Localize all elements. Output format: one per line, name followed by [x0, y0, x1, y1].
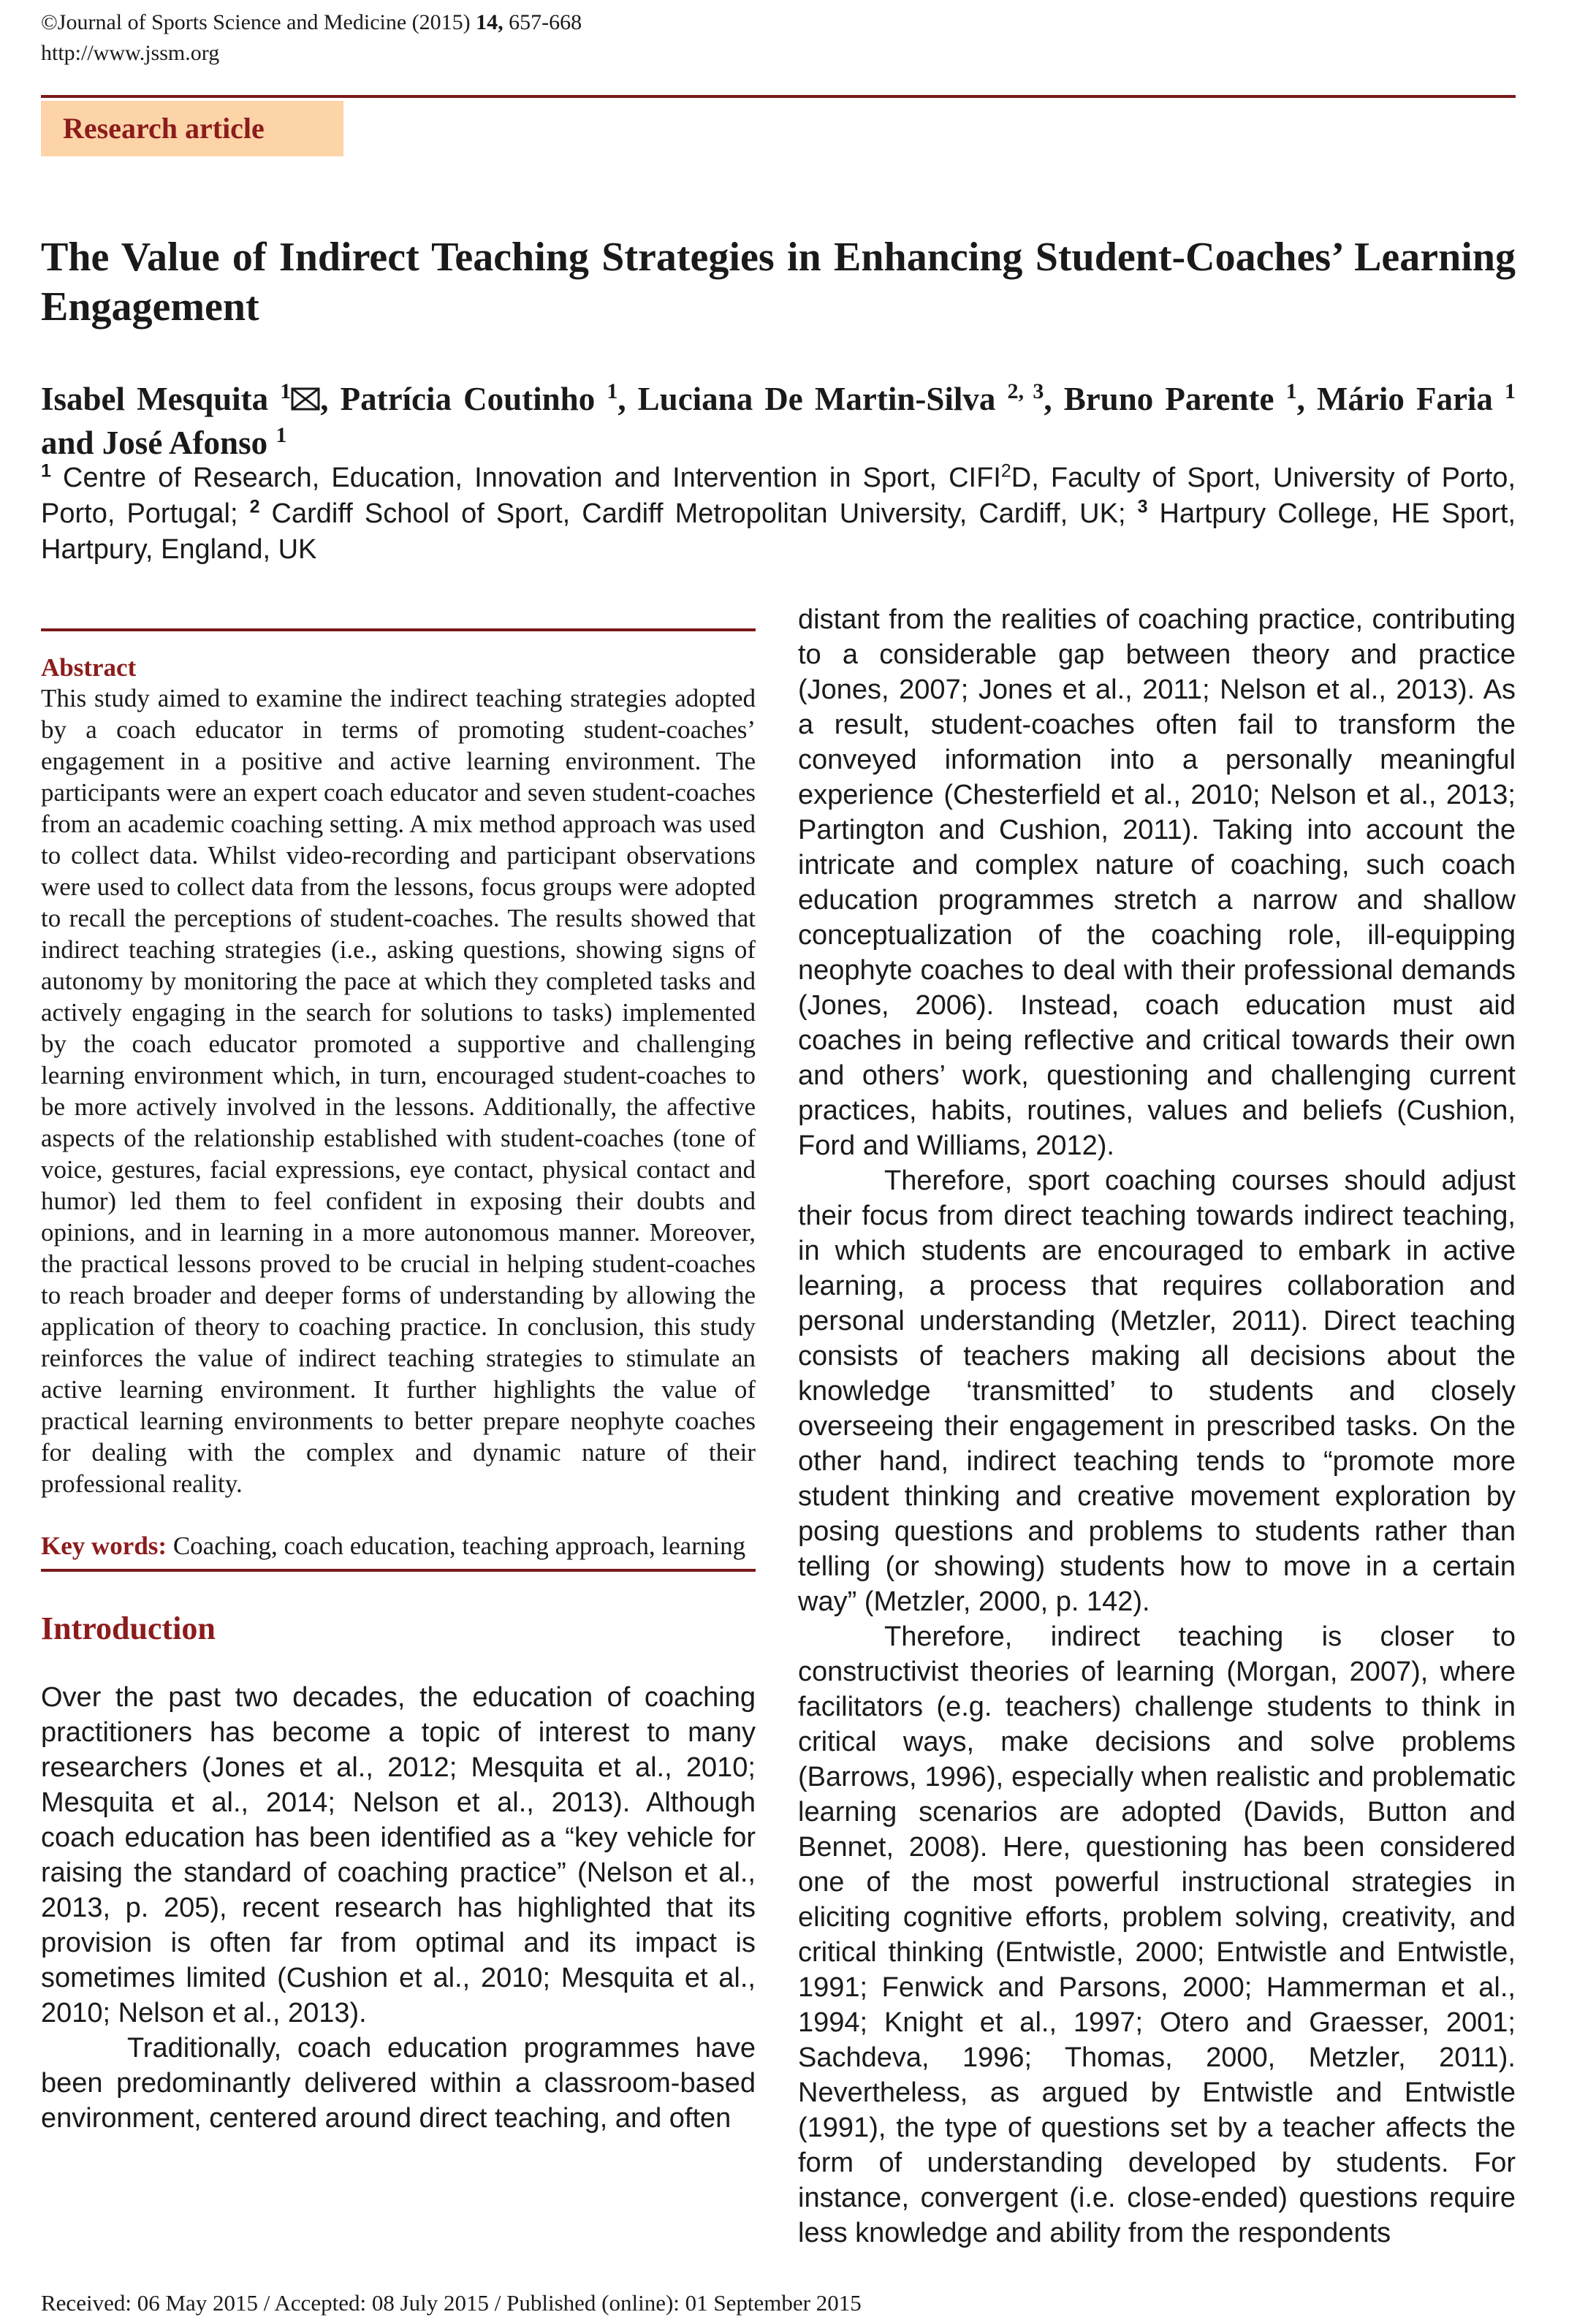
body-paragraph: distant from the realities of coaching practice, contributing to a considerable gap between theory and practice (Jones, 2007; Jones et al., 2011; Nelson et al., 2013). As a result, student-coaches often fail to transform the conveyed information into a personally meaningful experience (Chesterfield et al., 2010; Nelson et al., 2013; Partington and Cushion, 2011). Taking into account the intricate and complex nature of coaching, such coach education programmes stretch a narrow and shallow conceptualization of the coaching role, ill-equipping neophyte coaches to deal with their professional demands (Jones, 2006). Instead, coach education must aid coaches in being reflective and critical towards their own and others’ work, questioning and challenging current practices, habits, routines, values and beliefs (Cushion, Ford and Williams, 2012). [798, 604, 1516, 1161]
abstract-top-rule [41, 628, 756, 631]
journal-volume: 14, [476, 10, 503, 34]
abstract-body: This study aimed to examine the indirect teaching strategies adopted by a coach educator in terms of promoting student-coaches’ engagement in a positive and active learning environment. The participants were an expert coach educator and seven student-coaches from an academic coaching setting. A mix method approach was used to collect data. Whilst video-recording and participant observations were used to collect data from the lessons, focus groups were adopted to recall the perceptions of student-coaches. The results showed that indirect teaching strategies (i.e., asking questions, showing signs of autonomy by monitoring the pace at which they completed tasks and actively engaging in the search for solutions to tasks) implemented by the coach educator promoted a supportive and challenging learning environment which, in turn, encouraged student-coaches to be more actively involved in the lessons. Additionally, the affective aspects of the relationship established with student-coaches (tone of voice, gestures, facial expressions, eye contact, physical contact and humor) led them to feel confident in exposing their doubts and opinions, and in learning in a more autonomous manner. Moreover, the practical lessons proved to be crucial in helping student-coaches to reach broader and deeper forms of understanding by allowing the application of theory to coaching practice. In conclusion, this study reinforces the value of indirect teaching strategies to stimulate an active learning environment. It further highlights the value of practical learning environments to better prepare neophyte coaches for dealing with the complex and dynamic nature of their professional reality. [41, 684, 756, 1498]
email-envelope-icon[interactable] [291, 387, 320, 411]
publication-dates-footer: Received: 06 May 2015 / Accepted: 08 July 2015 / Published (online): 01 September 2015 [41, 2290, 862, 2316]
affiliations: $^1$ Centre of Research, Education, Innovation and Intervention in Sport, CIFI$^2$D, Faculty of Sport, University of Porto, Porto, Portugal; $^2$ Cardiff School of Sport, Cardiff Metropolitan University, Cardiff, UK; $^3$ Hartpury College, HE Sport, Hartpury, England, UK [41, 460, 1516, 565]
header-rule [41, 95, 1516, 98]
body-paragraph: Therefore, indirect teaching is closer to constructivist theories of learning (Morgan, 2007), where facilitators (e.g. teachers) challenge students to think in critical ways, make decisions and solve problems (Barrows, 1996), especially when realistic and problematic learning scenarios are adopted (Davids, Button and Bennet, 2008). Here, questioning has been considered one of the most powerful instructional strategies in eliciting cognitive efforts, problem solving, creativity, and critical thinking (Entwistle, 2000; Entwistle and Entwistle, 1991; Fenwick and Parsons, 2000; Hammerman et al., 1994; Knight et al., 1997; Otero and Graesser, 2001; Sachdeva, 1996; Thomas, 2000, Metzler, 2011). Nevertheless, as argued by Entwistle and Entwistle (1991), the type of questions set by a teacher affects the form of understanding developed by students. For instance, convergent (i.e. close-ended) questions require less knowledge and ability from the respondents [798, 1621, 1516, 2248]
keywords [41, 1530, 756, 1562]
article-type-badge: Research article [41, 101, 343, 156]
journal-citation: ©Journal of Sports Science and Medicine (2015) 14, 657-668 [41, 10, 582, 34]
introduction-heading: Introduction [41, 1610, 216, 1646]
introduction-paragraph: Traditionally, coach education programmes have been predominantly delivered within a classroom-based environment, centered around direct teaching, and often [41, 2033, 756, 2134]
introduction-paragraph: Over the past two decades, the education of coaching practitioners has become a topic of interest to many researchers (Jones et al., 2012; Mesquita et al., 2010; Mesquita et al., 2014; Nelson et al., 2013). Although coach education has been identified as a “key vehicle for raising the standard of coaching practice” (Nelson et al., 2013, p. 205), recent research has highlighted that its provision is often far from optimal and its impact is sometimes limited (Cushion et al., 2010; Mesquita et al., 2010; Nelson et al., 2013). [41, 1682, 756, 2028]
journal-header [41, 7, 582, 69]
abstract-heading: Abstract [41, 653, 137, 682]
body-paragraph: Therefore, sport coaching courses should adjust their focus from direct teaching towards indirect teaching, in which students are encouraged to embark in active learning, a process that requires collaboration and personal understanding (Metzler, 2011). Direct teaching consists of teachers making all decisions about the knowledge ‘transmitted’ to students and closely overseeing their engagement in prescribed tasks. On the other hand, indirect teaching tends to “promote more student thinking and creative movement exploration by posing questions and problems to students rather than telling (or showing) students how to move in a certain way” (Metzler, 2000, p. 142). [798, 1165, 1516, 1617]
journal-url[interactable]: http://www.jssm.org [41, 41, 220, 65]
abstract-bottom-rule [41, 1569, 756, 1572]
article-title: The Value of Indirect Teaching Strategies in Enhancing Student-Coaches’ Learning Engagement [41, 235, 1516, 330]
author-list: Isabel Mesquita $^1$ , Patrícia Coutinho $^1$, Luciana De Martin-Silva $^{2, 3}$, Bruno Parente $^1$, Mário Faria $^1$ and José Afonso $^1$ [41, 379, 1516, 461]
keywords-label: Key words: [41, 1532, 167, 1560]
keywords-text: Coaching, coach education, teaching approach, learning [167, 1532, 746, 1560]
right-column [798, 602, 1516, 2251]
left-column [41, 628, 756, 2136]
